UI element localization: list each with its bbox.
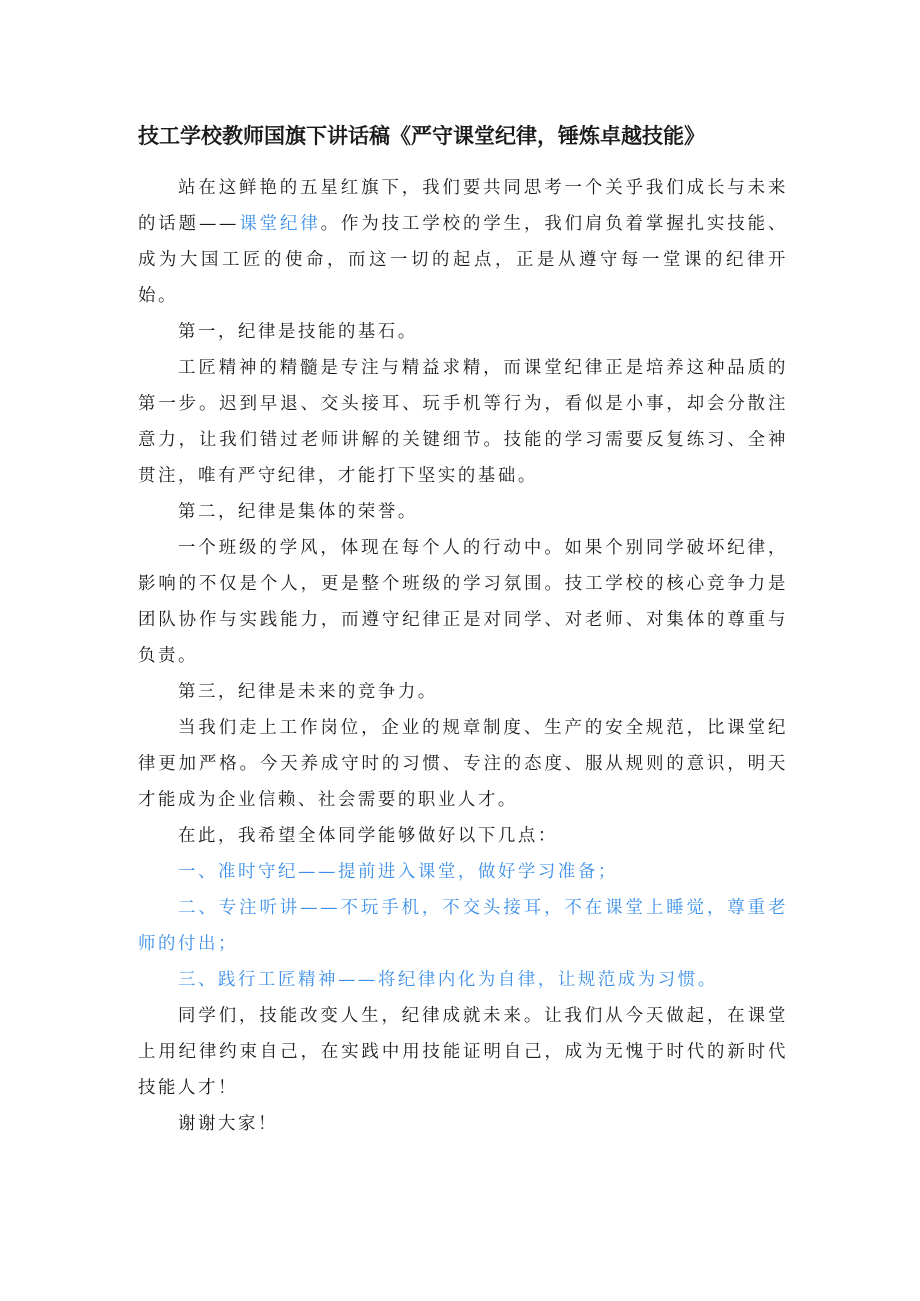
classroom-discipline-link[interactable]: 课堂纪律 [238,214,321,234]
point1-paragraph: 工匠精神的精髓是专注与精益求精，而课堂纪律正是培养这种品质的第一步。迟到早退、交头接耳、玩手机等行为，看似是小事，却会分散注意力，让我们错过老师讲解的关键细节。技能的学习需要反复练习、全神贯注，唯有严守纪律，才能打下坚实的基础。 [138,358,788,486]
hope-item-3: 三、践行工匠精神——将纪律内化为自律，让规范成为习惯。 [178,970,718,990]
document-title: 技工学校教师国旗下讲话稿《严守课堂纪律，锤炼卓越技能》 [138,124,705,148]
hope-item-1: 一、准时守纪——提前进入课堂，做好学习准备； [178,862,618,882]
intro-text-before: 站在这鲜艳的五星红旗下，我们要共同思考一个关乎我们成长与未来的话题—— [138,178,788,234]
point3-heading: 第三，纪律是未来的竞争力。 [178,682,438,702]
hope-item-2: 二、专注听讲——不玩手机，不交头接耳，不在课堂上睡觉，尊重老师的付出； [138,898,788,954]
point3-paragraph: 当我们走上工作岗位，企业的规章制度、生产的安全规范，比课堂纪律更加严格。今天养成守时的习惯、专注的态度、服从规则的意识，明天才能成为企业信赖、社会需要的职业人才。 [138,718,788,810]
document-body [138,170,788,1142]
hope-intro: 在此，我希望全体同学能够做好以下几点： [178,826,558,846]
point2-paragraph: 一个班级的学风，体现在每个人的行动中。如果个别同学破坏纪律，影响的不仅是个人，更是整个班级的学习氛围。技工学校的核心竞争力是团队协作与实践能力，而遵守纪律正是对同学、对老师、对集体的尊重与负责。 [138,538,788,666]
point1-heading: 第一，纪律是技能的基石。 [178,322,418,342]
closing-paragraph: 同学们，技能改变人生，纪律成就未来。让我们从今天做起，在课堂上用纪律约束自己，在实践中用技能证明自己，成为无愧于时代的新时代技能人才！ [138,1006,788,1098]
intro-paragraph [138,170,788,314]
thanks-line: 谢谢大家！ [178,1114,278,1134]
point2-heading: 第二，纪律是集体的荣誉。 [178,502,418,522]
intro-text-after: 。作为技工学校的学生，我们肩负着掌握扎实技能、成为大国工匠的使命，而这一切的起点，正是从遵守每一堂课的纪律开始。 [138,214,788,306]
